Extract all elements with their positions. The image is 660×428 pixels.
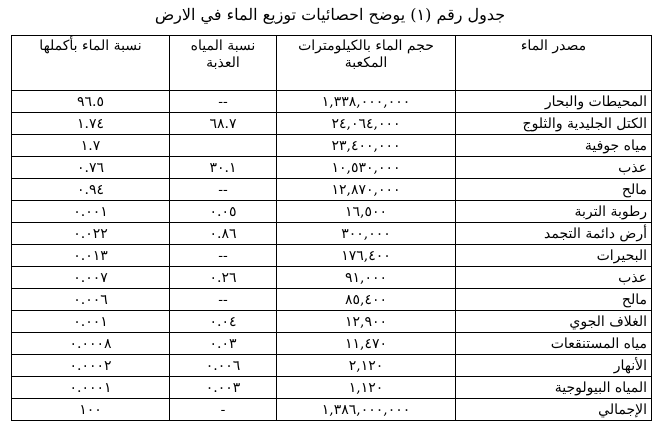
cell-source: مياه المستنقعات (456, 333, 652, 355)
water-distribution-table (11, 35, 652, 421)
cell-fresh-pct (170, 135, 277, 157)
table-row (12, 179, 652, 201)
table-row (12, 333, 652, 355)
cell-source: البحيرات (456, 245, 652, 267)
cell-total-pct: ١٠٠ (12, 399, 170, 421)
table-row (12, 201, 652, 223)
table-row (12, 289, 652, 311)
cell-total-pct: ٩٦.٥ (12, 91, 170, 113)
cell-volume: ١,١٢٠ (277, 377, 456, 399)
table-row (12, 311, 652, 333)
cell-total-pct: ٠.٠١٣ (12, 245, 170, 267)
table-row (12, 135, 652, 157)
cell-volume: ١٢,٩٠٠ (277, 311, 456, 333)
cell-source: المحيطات والبحار (456, 91, 652, 113)
table-row (12, 355, 652, 377)
cell-fresh-pct: ٦٨.٧ (170, 113, 277, 135)
cell-fresh-pct: ٠.٠٣ (170, 333, 277, 355)
cell-volume: ١٦,٥٠٠ (277, 201, 456, 223)
cell-volume: ١,٣٨٦,٠٠٠,٠٠٠ (277, 399, 456, 421)
table-row (12, 377, 652, 399)
cell-volume: ١,٣٣٨,٠٠٠,٠٠٠ (277, 91, 456, 113)
cell-fresh-pct: -- (170, 179, 277, 201)
table-row (12, 91, 652, 113)
cell-source: المياه البيولوجية (456, 377, 652, 399)
cell-source: مالح (456, 179, 652, 201)
table-body (12, 91, 652, 421)
cell-volume: ٢٣,٤٠٠,٠٠٠ (277, 135, 456, 157)
cell-volume: ٢٤,٠٦٤,٠٠٠ (277, 113, 456, 135)
cell-source: رطوبة التربة (456, 201, 652, 223)
table-row (12, 223, 652, 245)
cell-total-pct: ٠.٠٠١ (12, 311, 170, 333)
cell-volume: ١٢,٨٧٠,٠٠٠ (277, 179, 456, 201)
cell-volume: ١٧٦,٤٠٠ (277, 245, 456, 267)
cell-total-pct: ٠.٠٠٠١ (12, 377, 170, 399)
cell-total-pct: ٠.٠٠٧ (12, 267, 170, 289)
table-row (12, 399, 652, 421)
cell-total-pct: ٠.٠٢٢ (12, 223, 170, 245)
header-row (12, 36, 652, 91)
table-row (12, 113, 652, 135)
cell-source: الغلاف الجوي (456, 311, 652, 333)
cell-total-pct: ٠.٠٠١ (12, 201, 170, 223)
cell-fresh-pct: -- (170, 289, 277, 311)
header-volume: حجم الماء بالكيلومترات المكعبة (277, 36, 456, 91)
cell-source: مياه جوفية (456, 135, 652, 157)
cell-fresh-pct: ٠.٠٠٣ (170, 377, 277, 399)
header-source: مصدر الماء (456, 36, 652, 91)
cell-total-pct: ٠.٠٠٠٨ (12, 333, 170, 355)
cell-volume: ٣٠٠,٠٠٠ (277, 223, 456, 245)
cell-fresh-pct: ٠.٠٠٦ (170, 355, 277, 377)
table-row (12, 267, 652, 289)
cell-source: مالح (456, 289, 652, 311)
cell-total-pct: ٠.٩٤ (12, 179, 170, 201)
header-fresh-pct: نسبة المياه العذبة (170, 36, 277, 91)
cell-volume: ٨٥,٤٠٠ (277, 289, 456, 311)
cell-fresh-pct: -- (170, 91, 277, 113)
cell-fresh-pct: ٣٠.١ (170, 157, 277, 179)
cell-fresh-pct: ٠.٠٥ (170, 201, 277, 223)
cell-fresh-pct: ٠.٢٦ (170, 267, 277, 289)
table-row (12, 157, 652, 179)
cell-fresh-pct: -- (170, 245, 277, 267)
cell-source: عذب (456, 267, 652, 289)
table-title: جدول رقم (١) يوضح احصائيات توزيع الماء في الارض (154, 5, 506, 24)
cell-volume: ١٠,٥٣٠,٠٠٠ (277, 157, 456, 179)
cell-source: أرض دائمة التجمد (456, 223, 652, 245)
cell-source: الإجمالي (456, 399, 652, 421)
table-row (12, 245, 652, 267)
cell-total-pct: ١.٧ (12, 135, 170, 157)
cell-fresh-pct: ٠.٠٤ (170, 311, 277, 333)
cell-volume: ٢,١٢٠ (277, 355, 456, 377)
cell-fresh-pct: - (170, 399, 277, 421)
cell-source: الأنهار (456, 355, 652, 377)
cell-volume: ٩١,٠٠٠ (277, 267, 456, 289)
cell-total-pct: ٠.٠٠٠٢ (12, 355, 170, 377)
cell-total-pct: ٠.٠٠٦ (12, 289, 170, 311)
cell-total-pct: ٠.٧٦ (12, 157, 170, 179)
cell-volume: ١١,٤٧٠ (277, 333, 456, 355)
cell-source: عذب (456, 157, 652, 179)
cell-fresh-pct: ٠.٨٦ (170, 223, 277, 245)
cell-source: الكتل الجليدية والثلوج (456, 113, 652, 135)
header-total-pct: نسبة الماء بأكملها (12, 36, 170, 91)
cell-total-pct: ١.٧٤ (12, 113, 170, 135)
